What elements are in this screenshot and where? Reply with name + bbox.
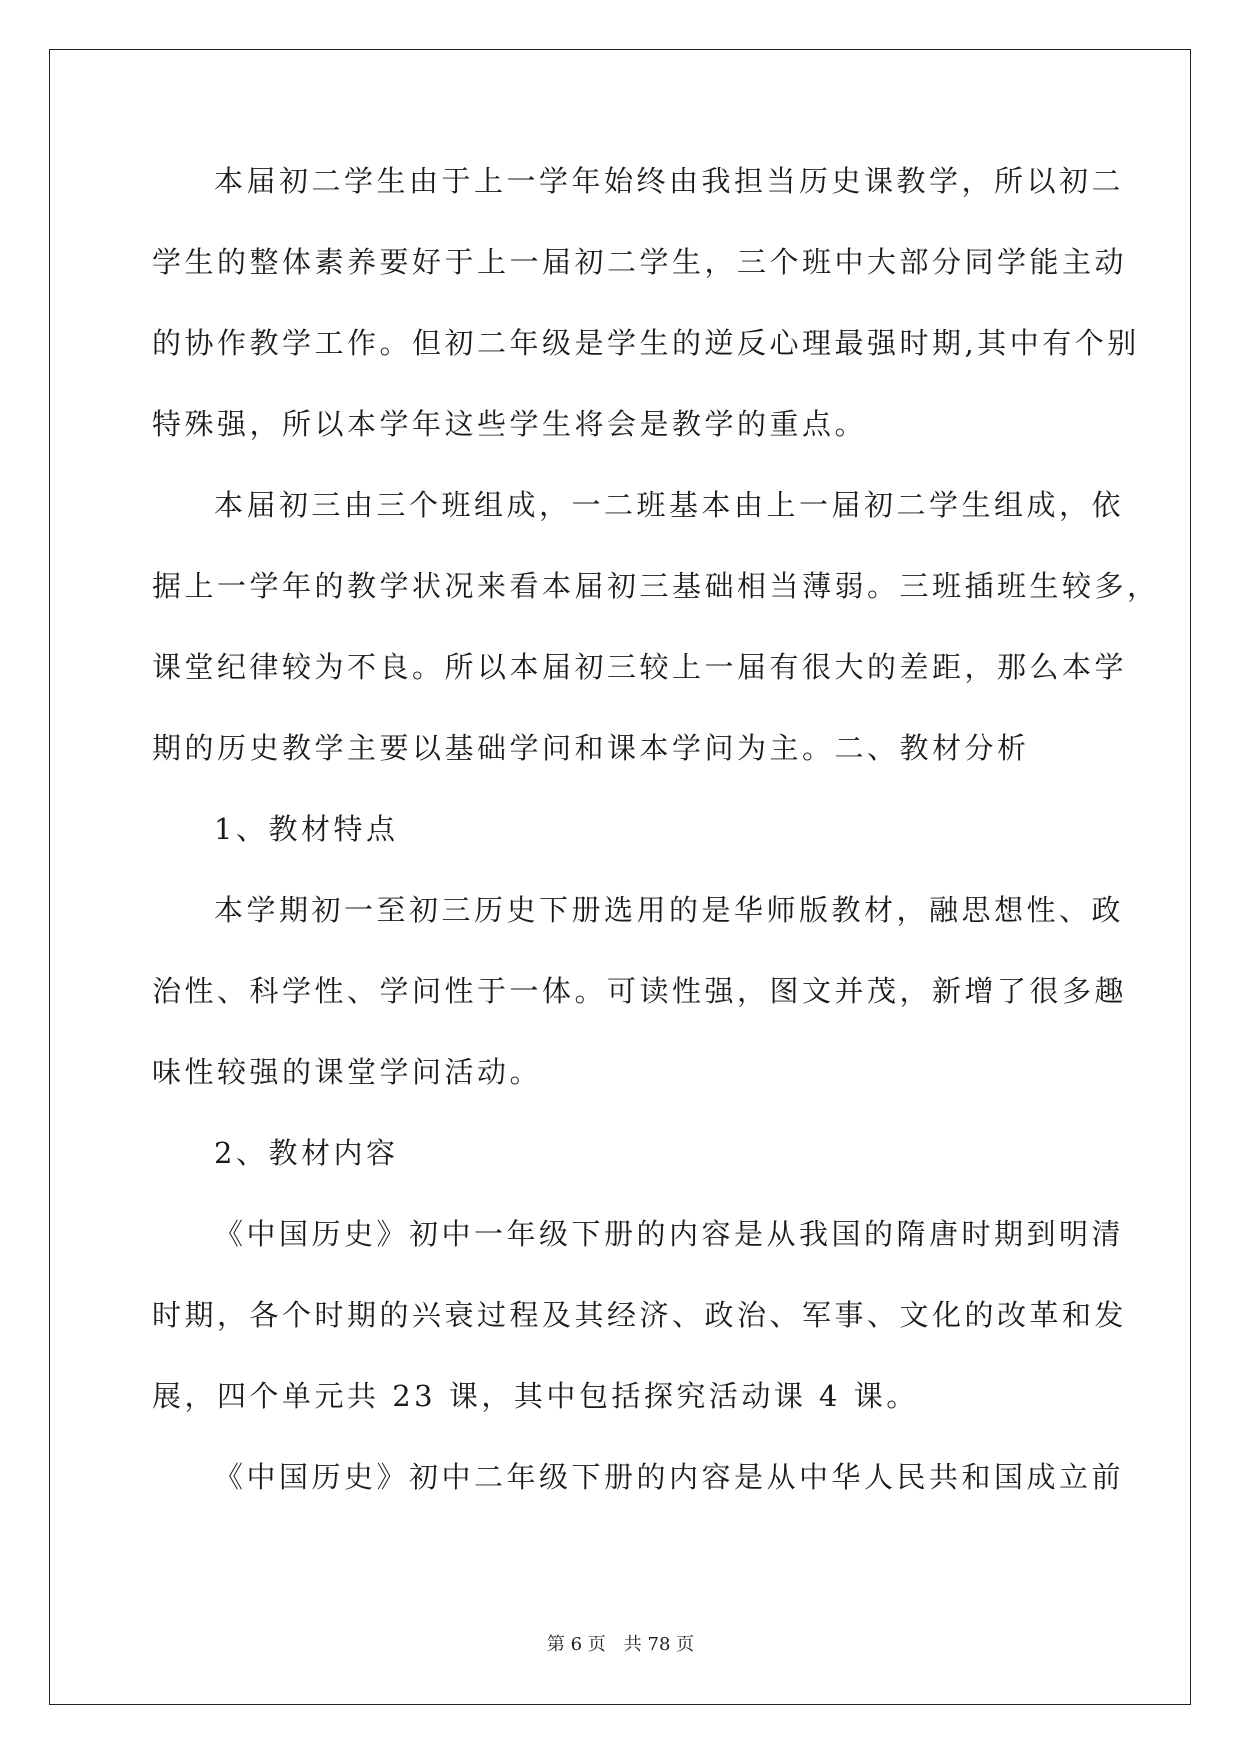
page-number: 第 6 页 (546, 1634, 606, 1655)
paragraph-line: 据上一学年的教学状况来看本届初三基础相当薄弱。三班插班生较多， (152, 569, 1160, 603)
section-heading: 1、教材特点 (214, 812, 399, 846)
paragraph-line: 《中国历史》初中二年级下册的内容是从中华人民共和国成立前 (214, 1460, 1125, 1494)
paragraph-line: 治性、科学性、学问性于一体。可读性强，图文并茂，新增了很多趣 (152, 974, 1128, 1008)
paragraph-line: 本届初二学生由于上一学年始终由我担当历史课教学，所以初二 (214, 164, 1125, 198)
paragraph-line: 课堂纪律较为不良。所以本届初三较上一届有很大的差距，那么本学 (152, 650, 1128, 684)
document-body (152, 163, 1160, 1540)
paragraph-line: 《中国历史》初中一年级下册的内容是从我国的隋唐时期到明清 (214, 1217, 1125, 1251)
paragraph-line: 学生的整体素养要好于上一届初二学生，三个班中大部分同学能主动 (152, 245, 1128, 279)
page-footer (0, 1630, 1241, 1656)
section-heading: 2、教材内容 (214, 1136, 399, 1170)
paragraph-line: 特殊强，所以本学年这些学生将会是教学的重点。 (152, 407, 868, 441)
paragraph-line: 的协作教学工作。但初二年级是学生的逆反心理最强时期,其中有个别 (152, 326, 1140, 360)
paragraph-line: 本学期初一至初三历史下册选用的是华师版教材，融思想性、政 (214, 893, 1125, 927)
paragraph-line: 味性较强的课堂学问活动。 (152, 1055, 543, 1089)
paragraph-line: 期的历史教学主要以基础学问和课本学问为主。二、教材分析 (152, 731, 1030, 765)
page-total: 共 78 页 (623, 1634, 695, 1655)
paragraph-line: 时期，各个时期的兴衰过程及其经济、政治、军事、文化的改革和发 (152, 1298, 1128, 1332)
paragraph-line: 本届初三由三个班组成，一二班基本由上一届初二学生组成，依 (214, 488, 1125, 522)
paragraph-line: 展，四个单元共 23 课，其中包括探究活动课 4 课。 (152, 1379, 919, 1413)
